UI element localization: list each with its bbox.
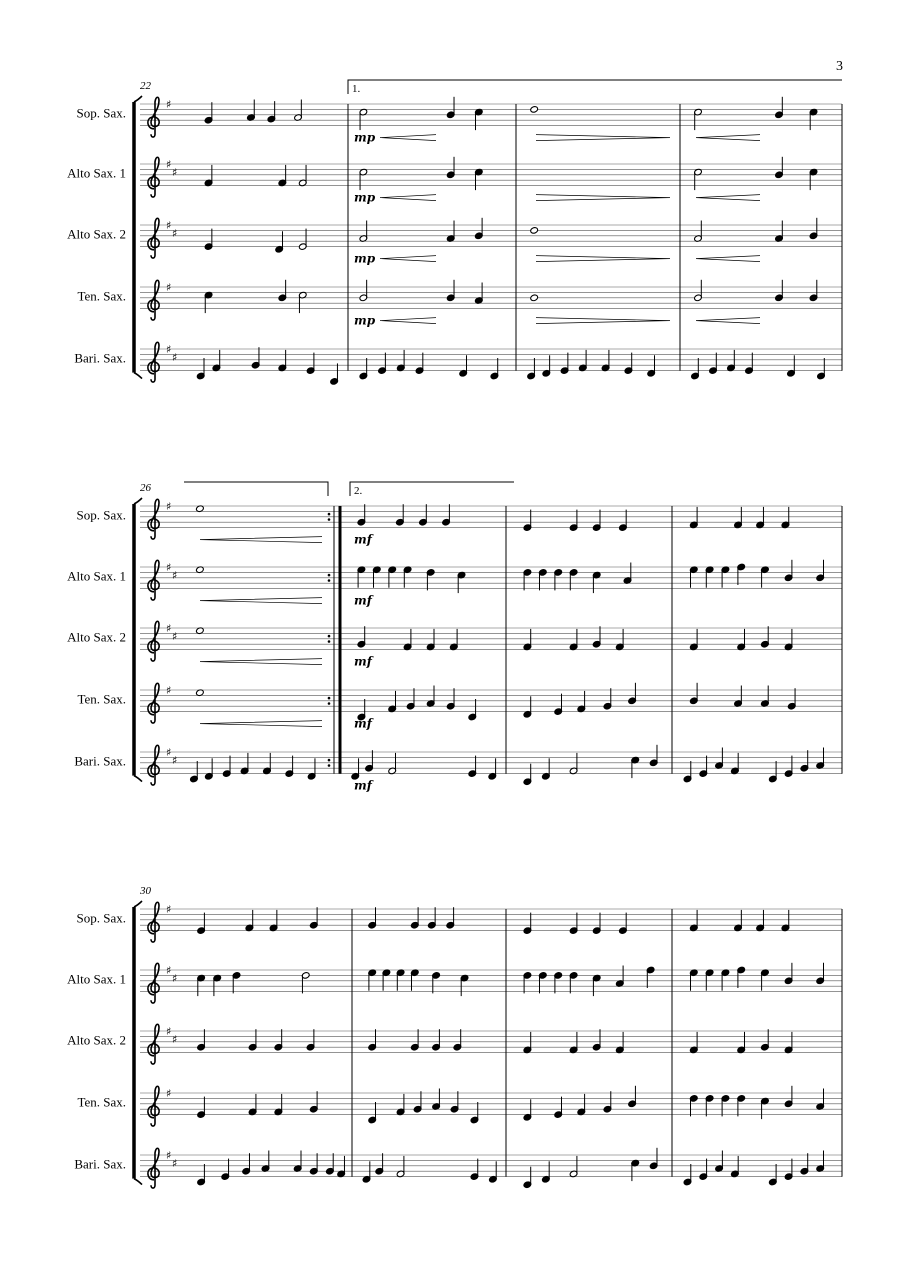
sharp-icon: ♯ xyxy=(172,754,178,768)
treble-clef-icon xyxy=(148,745,159,785)
sharp-icon: ♯ xyxy=(166,1025,172,1038)
repeat-dot xyxy=(328,635,331,638)
treble-clef-icon xyxy=(148,963,159,1003)
system-2 xyxy=(67,482,842,793)
instrument-label: Sop. Sax. xyxy=(76,105,126,121)
measure-number: 22 xyxy=(140,80,151,92)
crescendo-hairpin xyxy=(696,256,760,262)
dynamic-marking: mp xyxy=(354,190,376,205)
sharp-icon: ♯ xyxy=(166,219,172,232)
instrument-label: Ten. Sax. xyxy=(77,1094,126,1110)
treble-clef-icon xyxy=(148,902,159,942)
treble-clef-icon xyxy=(148,621,159,661)
volta-label: 2. xyxy=(354,485,363,497)
crescendo-hairpin xyxy=(200,659,322,665)
treble-clef-icon xyxy=(148,499,159,539)
staff-4 xyxy=(77,280,842,320)
sharp-icon: ♯ xyxy=(166,343,172,356)
dynamic-marking: mp xyxy=(354,251,376,266)
staff-5 xyxy=(74,1148,842,1189)
measure-number: 26 xyxy=(140,482,151,494)
sharp-icon: ♯ xyxy=(172,630,178,644)
dynamic-marking: mf xyxy=(354,532,372,547)
staff-2 xyxy=(67,963,842,1003)
dynamic-marking: mp xyxy=(354,313,376,328)
system-1 xyxy=(67,80,842,385)
crescendo-hairpin xyxy=(200,537,322,543)
staff-1 xyxy=(77,97,842,137)
repeat-dot xyxy=(328,759,331,762)
repeat-dot xyxy=(328,513,331,516)
treble-clef-icon xyxy=(148,1148,159,1188)
crescendo-hairpin xyxy=(696,195,760,201)
bracket-top-hook xyxy=(134,498,142,504)
repeat-dot xyxy=(328,518,331,521)
volta-bracket xyxy=(348,80,842,94)
diminuendo-hairpin xyxy=(536,135,670,141)
instrument-label: Ten. Sax. xyxy=(77,691,126,707)
sharp-icon: ♯ xyxy=(166,903,172,916)
treble-clef-icon xyxy=(148,218,159,258)
staff-2 xyxy=(67,157,842,197)
instrument-label: Alto Sax. 1 xyxy=(67,568,126,584)
instrument-label: Bari. Sax. xyxy=(74,753,126,769)
instrument-label: Alto Sax. 1 xyxy=(67,165,126,181)
instrument-label: Ten. Sax. xyxy=(77,288,126,304)
sharp-icon: ♯ xyxy=(172,351,178,365)
staff-5 xyxy=(74,745,842,786)
repeat-dot xyxy=(328,574,331,577)
crescendo-hairpin xyxy=(380,195,436,201)
treble-clef-icon xyxy=(148,683,159,723)
instrument-label: Alto Sax. 2 xyxy=(67,629,126,645)
bracket-bottom-hook xyxy=(134,1179,142,1185)
note-head xyxy=(530,106,539,114)
bracket-top-hook xyxy=(134,96,142,102)
repeat-dot xyxy=(328,697,331,700)
note-head xyxy=(530,227,539,235)
sharp-icon: ♯ xyxy=(166,1087,172,1100)
crescendo-hairpin xyxy=(200,721,322,727)
sharp-icon: ♯ xyxy=(166,1149,172,1162)
sharp-icon: ♯ xyxy=(166,561,172,574)
treble-clef-icon xyxy=(148,280,159,320)
staff-1 xyxy=(77,902,842,942)
sharp-icon: ♯ xyxy=(172,1033,178,1047)
repeat-dot xyxy=(328,579,331,582)
sharp-icon: ♯ xyxy=(166,98,172,111)
crescendo-hairpin xyxy=(380,318,436,324)
instrument-label: Sop. Sax. xyxy=(76,507,126,523)
sharp-icon: ♯ xyxy=(172,569,178,583)
treble-clef-icon xyxy=(148,1086,159,1126)
dynamic-marking: mf xyxy=(354,778,372,793)
sharp-icon: ♯ xyxy=(166,281,172,294)
sharp-icon: ♯ xyxy=(166,746,172,759)
sharp-icon: ♯ xyxy=(166,964,172,977)
bracket-bottom-hook xyxy=(134,776,142,782)
bracket-bottom-hook xyxy=(134,373,142,379)
instrument-label: Alto Sax. 1 xyxy=(67,971,126,987)
volta-label: 1. xyxy=(352,83,361,95)
treble-clef-icon xyxy=(148,342,159,382)
instrument-label: Alto Sax. 2 xyxy=(67,1032,126,1048)
treble-clef-icon xyxy=(148,560,159,600)
dynamic-marking: mf xyxy=(354,654,372,669)
repeat-dot xyxy=(328,640,331,643)
system-3 xyxy=(67,885,842,1188)
diminuendo-hairpin xyxy=(536,256,670,262)
staff-1 xyxy=(77,499,842,539)
treble-clef-icon xyxy=(148,97,159,137)
staff-4 xyxy=(77,1086,842,1126)
instrument-label: Alto Sax. 2 xyxy=(67,226,126,242)
sharp-icon: ♯ xyxy=(166,158,172,171)
dynamic-marking: mf xyxy=(354,716,372,731)
dynamic-marking: mf xyxy=(354,593,372,608)
sharp-icon: ♯ xyxy=(166,684,172,697)
treble-clef-icon xyxy=(148,1024,159,1064)
staff-3 xyxy=(67,1024,842,1064)
staff-4 xyxy=(77,683,842,723)
repeat-dot xyxy=(328,764,331,767)
repeat-dot xyxy=(328,702,331,705)
instrument-label: Bari. Sax. xyxy=(74,350,126,366)
crescendo-hairpin xyxy=(200,598,322,604)
sharp-icon: ♯ xyxy=(172,227,178,241)
diminuendo-hairpin xyxy=(536,195,670,201)
sharp-icon: ♯ xyxy=(166,500,172,513)
crescendo-hairpin xyxy=(696,135,760,141)
page-number: 3 xyxy=(836,59,843,74)
instrument-label: Bari. Sax. xyxy=(74,1156,126,1172)
volta-bracket-first xyxy=(184,482,328,496)
instrument-label: Sop. Sax. xyxy=(76,910,126,926)
dynamic-marking: mp xyxy=(354,130,376,145)
volta-bracket xyxy=(350,482,514,496)
staff-5 xyxy=(74,342,842,385)
crescendo-hairpin xyxy=(380,256,436,262)
measure-number: 30 xyxy=(140,885,151,897)
diminuendo-hairpin xyxy=(536,318,670,324)
staff-3 xyxy=(67,621,842,661)
staff-3 xyxy=(67,218,842,258)
sharp-icon: ♯ xyxy=(172,1157,178,1171)
crescendo-hairpin xyxy=(696,318,760,324)
bracket-top-hook xyxy=(134,901,142,907)
staff-2 xyxy=(67,560,842,600)
treble-clef-icon xyxy=(148,157,159,197)
sharp-icon: ♯ xyxy=(172,972,178,986)
sharp-icon: ♯ xyxy=(172,166,178,180)
sharp-icon: ♯ xyxy=(166,622,172,635)
note-head xyxy=(530,294,539,302)
crescendo-hairpin xyxy=(380,135,436,141)
